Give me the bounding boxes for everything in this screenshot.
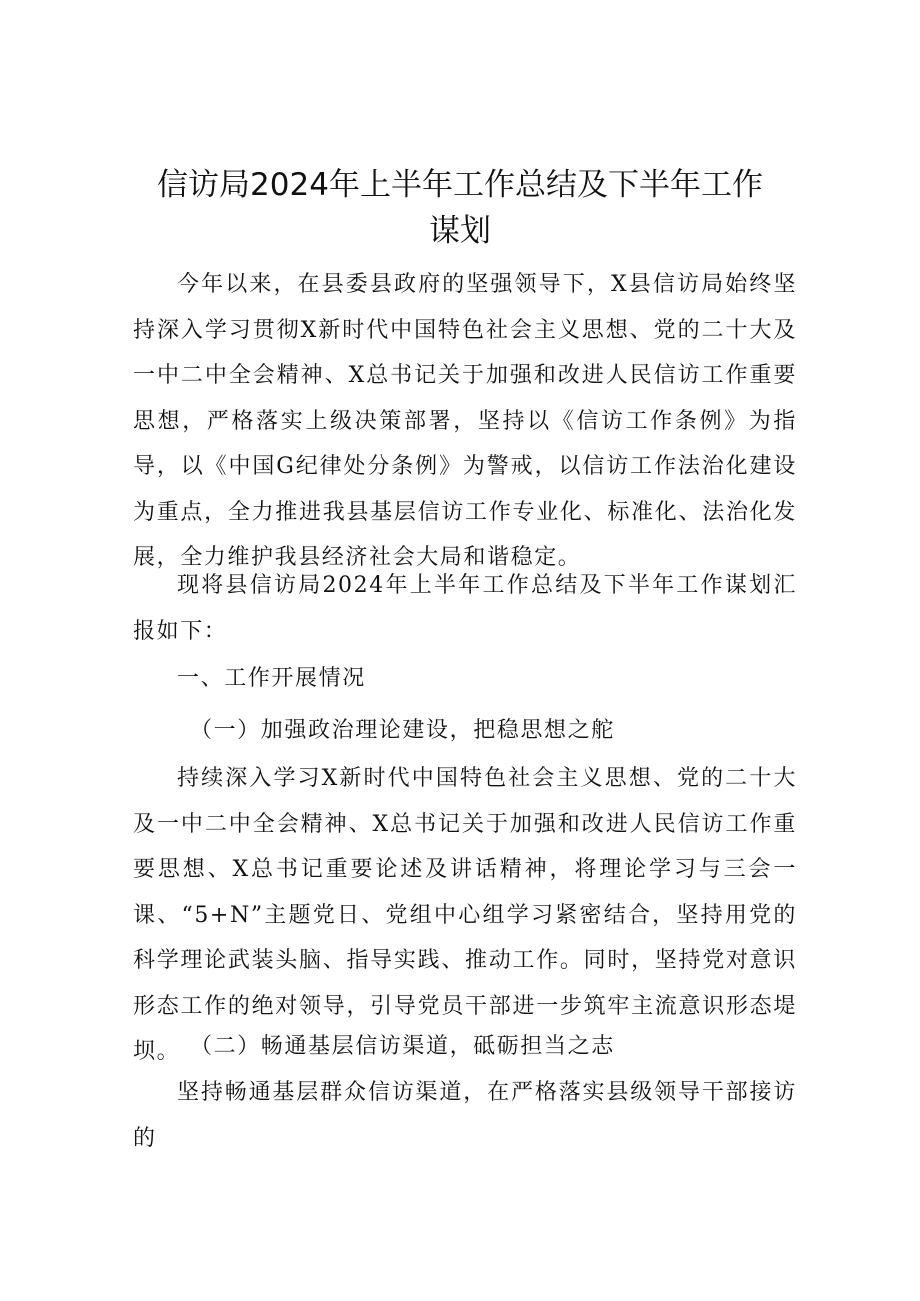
subsection-1-paragraph: 持续深入学习X新时代中国特色社会主义思想、党的二十大及一中二中全会精神、X总书记关于加强和改进人民信访工作重要思想、X总书记重要论述及讲话精神，将理论学习与三会一课、“5+N”主题党日、党组中心组学习紧密结合，坚持用党的科学理论武装头脑、指导实践、推动工作。同时，坚持党对意识形态工作的绝对领导，引导党员干部进一步筑牢主流意识形态堤坝。	[133, 766, 797, 1064]
document-title: 信访局2024年上半年工作总结及下半年工作谋划	[157, 167, 763, 249]
section-1-heading: 一、工作开展情况	[177, 666, 366, 691]
subsection-2-paragraph: 坚持畅通基层群众信访渠道，在严格落实县级领导干部接访的	[133, 1080, 797, 1151]
report-paragraph: 现将县信访局2024年上半年工作总结及下半年工作谋划汇报如下：	[133, 573, 797, 644]
subsection-1-heading: （一）加强政治理论建设，把稳思想之舵	[190, 718, 615, 743]
subsection-2-heading: （二）畅通基层信访渠道，砥砺担当之志	[190, 1034, 615, 1059]
intro-paragraph: 今年以来，在县委县政府的坚强领导下，X县信访局始终坚持深入学习贯彻X新时代中国特色社会主义思想、党的二十大及一中二中全会精神、X总书记关于加强和改进人民信访工作重要思想，严格落实上级决策部署，坚持以《信访工作条例》为指导，以《中国G纪律处分条例》为警戒，以信访工作法治化建设为重点，全力推进我县基层信访工作专业化、标准化、法治化发展，全力维护我县经济社会大局和谐稳定。	[133, 272, 797, 570]
